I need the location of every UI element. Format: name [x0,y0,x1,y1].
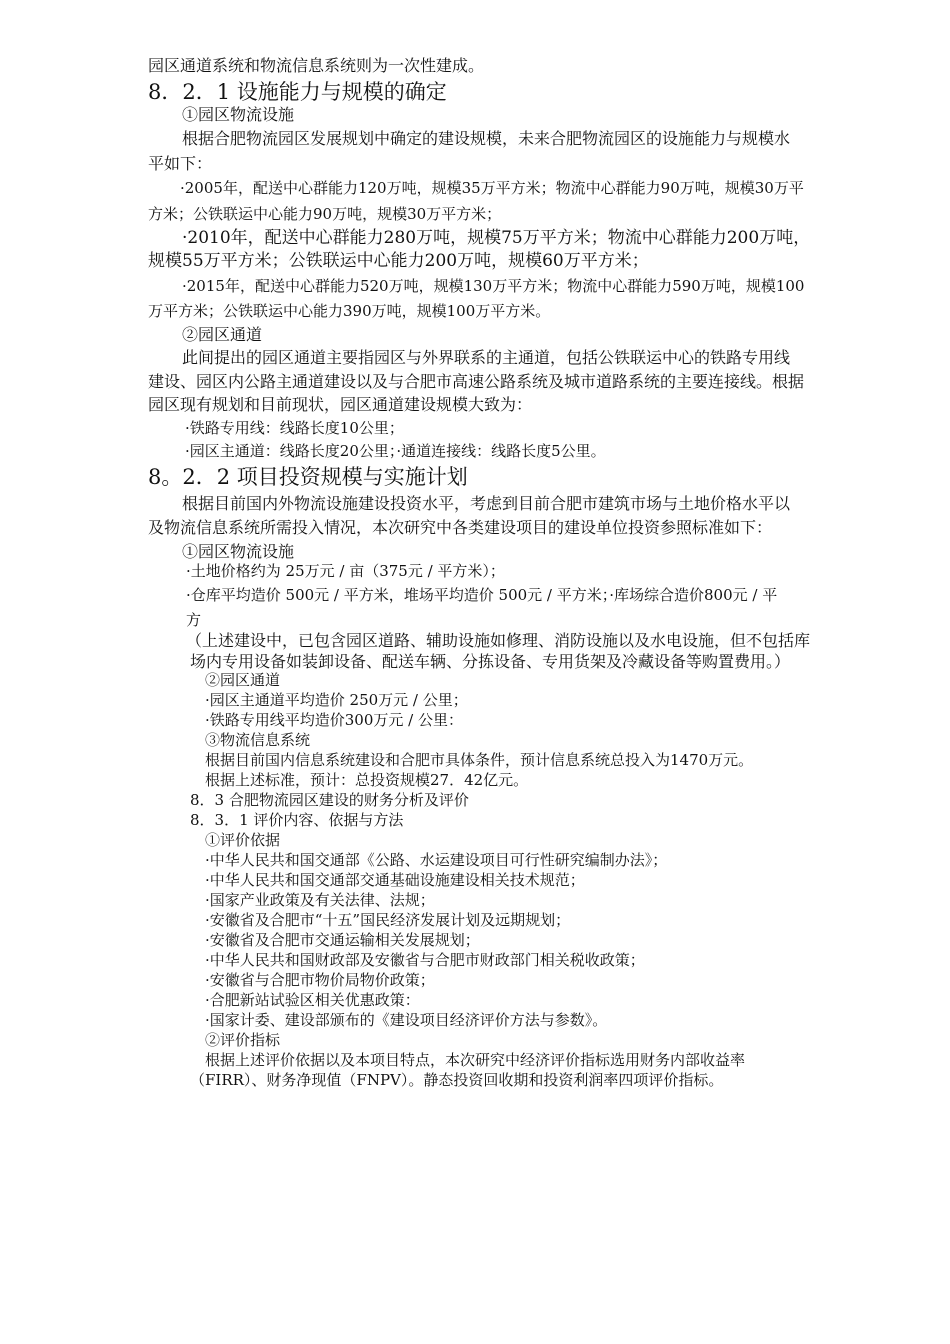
list-item: ·土地价格约为 25万元 / 亩（375元 / 平方米）； [186,562,505,580]
subsection-label: ①评价依据 [205,831,281,849]
list-item: ·国家计委、建设部颁布的《建设项目经济评价方法与参数》。 [205,1011,608,1029]
paragraph-line: 方 [186,611,202,629]
section-heading: 8。2．2 项目投资规模与实施计划 [148,465,468,489]
paragraph-line: 平如下： [148,154,213,173]
paragraph-line: 根据上述评价依据以及本项目特点，本次研究中经济评价指标选用财务内部收益率 [205,1051,746,1069]
section-heading: 8．2．1 设施能力与规模的确定 [148,80,447,104]
note-line: 场内专用设备如装卸设备、配送车辆、分拣设备、专用货架及冷藏设备等购置费用。） [190,652,791,671]
list-item: ·园区主通道：线路长度20公里；·通道连接线：线路长度5公里。 [185,442,606,460]
list-item: ·安徽省及合肥市“十五”国民经济发展计划及远期规划； [205,911,571,929]
list-item: ·2010年，配送中心群能力280万吨，规模75万平方米；物流中心群能力200万吨， [182,228,811,248]
list-item: ·2005年，配送中心群能力120万吨，规模35万平方米；物流中心群能力90万吨，规模30万平 [180,179,804,197]
paragraph-line: 建设、园区内公路主通道建设以及与合肥市高速公路系统及城市道路系统的主要连接线。根据 [148,372,805,391]
paragraph-line: 根据上述标准，预计：总投资规模27．42亿元。 [205,771,529,789]
paragraph-line: 方米；公铁联运中心能力90万吨，规模30万平方米； [148,205,502,223]
list-item: ·安徽省与合肥市物价局物价政策； [205,971,435,989]
paragraph-line: （FIRR）、财务净现值（FNPV）。静态投资回收期和投资利润率四项评价指标。 [190,1071,724,1089]
paragraph-line: 万平方米；公铁联运中心能力390万吨，规模100万平方米。 [148,302,551,320]
note-line: （上述建设中，已包含园区道路、辅助设施如修理、消防设施以及水电设施，但不包括库 [186,631,811,650]
list-item: ·园区主通道平均造价 250万元 / 公里； [205,691,468,709]
subsection-label: ②园区通道 [182,325,263,344]
list-item: ·国家产业政策及有关法律、法规； [205,891,435,909]
section-heading: 8．3 合肥物流园区建设的财务分析及评价 [190,791,469,809]
paragraph-line: 园区现有规划和目前现状，园区通道建设规模大致为： [148,395,533,414]
subsection-label: ①园区物流设施 [182,542,295,561]
list-item: ·中华人民共和国交通部《公路、水运建设项目可行性研究编制办法》； [205,851,668,869]
subsection-label: ②评价指标 [205,1031,281,1049]
list-item: ·安徽省及合肥市交通运输相关发展规划； [205,931,480,949]
list-item: ·2015年，配送中心群能力520万吨，规模130万平方米；物流中心群能力590万吨，规模100 [182,277,805,295]
list-item: ·铁路专用线：线路长度10公里； [185,419,404,437]
list-item: ·中华人民共和国交通部交通基础设施建设相关技术规范； [205,871,585,889]
subsection-label: ②园区通道 [205,671,281,689]
paragraph-line: 规模55万平方米；公铁联运中心能力200万吨，规模60万平方米； [148,251,649,271]
paragraph-line: 及物流信息系统所需投入情况，本次研究中各类建设项目的建设单位投资参照标准如下： [148,518,773,537]
list-item: ·铁路专用线平均造价300万元 / 公里： [205,711,463,729]
list-item: ·合肥新站试验区相关优惠政策： [205,991,420,1009]
paragraph-line: 根据目前国内信息系统建设和合肥市具体条件，预计信息系统总投入为1470万元。 [205,751,754,769]
paragraph-line: 此间提出的园区通道主要指园区与外界联系的主通道，包括公铁联运中心的铁路专用线 [182,348,791,367]
subsection-label: ①园区物流设施 [182,105,295,124]
paragraph-line: 根据合肥物流园区发展规划中确定的建设规模，未来合肥物流园区的设施能力与规模水 [182,129,791,148]
list-item: ·仓库平均造价 500元 / 平方米，堆场平均造价 500元 / 平方米；·库场综合造价800元 / 平 [186,586,778,604]
subsection-label: ③物流信息系统 [205,731,311,749]
list-item: ·中华人民共和国财政部及安徽省与合肥市财政部门相关税收政策； [205,951,645,969]
section-heading: 8．3．1 评价内容、依据与方法 [190,811,404,829]
paragraph-line: 根据目前国内外物流设施建设投资水平，考虑到目前合肥市建筑市场与土地价格水平以 [182,494,791,513]
paragraph-line: 园区通道系统和物流信息系统则为一次性建成。 [148,56,485,75]
